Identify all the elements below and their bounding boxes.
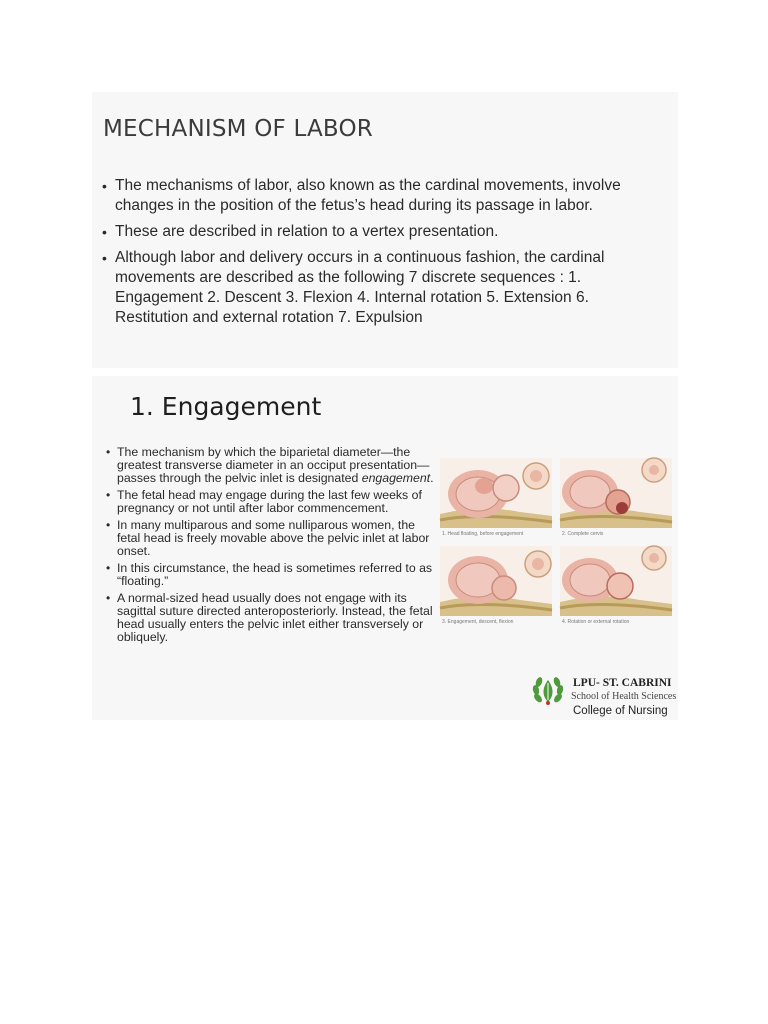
bullet-item: • In many multiparous and some nulliparous women, the fetal head is freely movable above the pelvic inlet at labor onset. [106, 519, 441, 558]
bullet-suffix: . [430, 471, 434, 485]
logo-school: School of Health Sciences [571, 691, 677, 702]
fetal-position-illustrations [438, 456, 674, 624]
bullet-item: • A normal-sized head usually does not engage with its sagittal suture directed anteroposteriorly. Instead, the fetal head usually enters the pelvic inlet either transversely or obliquely. [106, 592, 441, 644]
bullet-item: • The fetal head may engage during the last few weeks of pregnancy or not until after labor commencement. [106, 489, 441, 515]
engagement-bullet-list [106, 446, 441, 648]
figure-caption: 1. Head floating, before engagement [442, 531, 524, 537]
engagement-illustration [438, 456, 674, 624]
logo-college: College of Nursing [573, 705, 668, 717]
bullet-item: • Although labor and delivery occurs in a continuous fashion, the cardinal movements are described as the following 7 discrete sequences : 1. Engagement 2. Descent 3. Flexion 4. Internal rotation 5. Extension 6. Restitution and external rotation 7. Expulsion [102, 248, 622, 328]
slide-title-mechanism: MECHANISM OF LABOR [103, 116, 373, 142]
bullet-item [106, 446, 441, 485]
bullet-item: • These are described in relation to a vertex presentation. [102, 222, 622, 242]
figure-caption: 3. Engagement, descent, flexion [442, 619, 514, 625]
bullet-item: • In this circumstance, the head is sometimes referred to as “floating.” [106, 562, 441, 588]
figure-caption: 4. Rotation or external rotation [562, 619, 630, 625]
bullet-emphasis: engagement [361, 471, 431, 485]
laurel-leaf-icon [530, 672, 566, 708]
panel-complete-cervix [560, 458, 672, 528]
institution-logo [530, 668, 680, 724]
slide-title-engagement: 1. Engagement [130, 392, 322, 421]
panel-head-floating [440, 458, 552, 528]
bullet-text: The mechanism by which the biparietal diameter—the greatest transverse diameter in an occiput presentation—passes through the pelvic inlet is designated [117, 445, 430, 485]
bullet-item: • The mechanisms of labor, also known as the cardinal movements, involve changes in the position of the fetus’s head during its passage in labor. [102, 176, 622, 216]
logo-name: LPU- ST. CABRINI [573, 677, 672, 689]
figure-caption: 2. Complete cervix [562, 531, 604, 537]
panel-external-rotation [560, 546, 672, 616]
panel-engagement-descent [440, 546, 552, 616]
mechanism-bullet-list [102, 176, 622, 334]
